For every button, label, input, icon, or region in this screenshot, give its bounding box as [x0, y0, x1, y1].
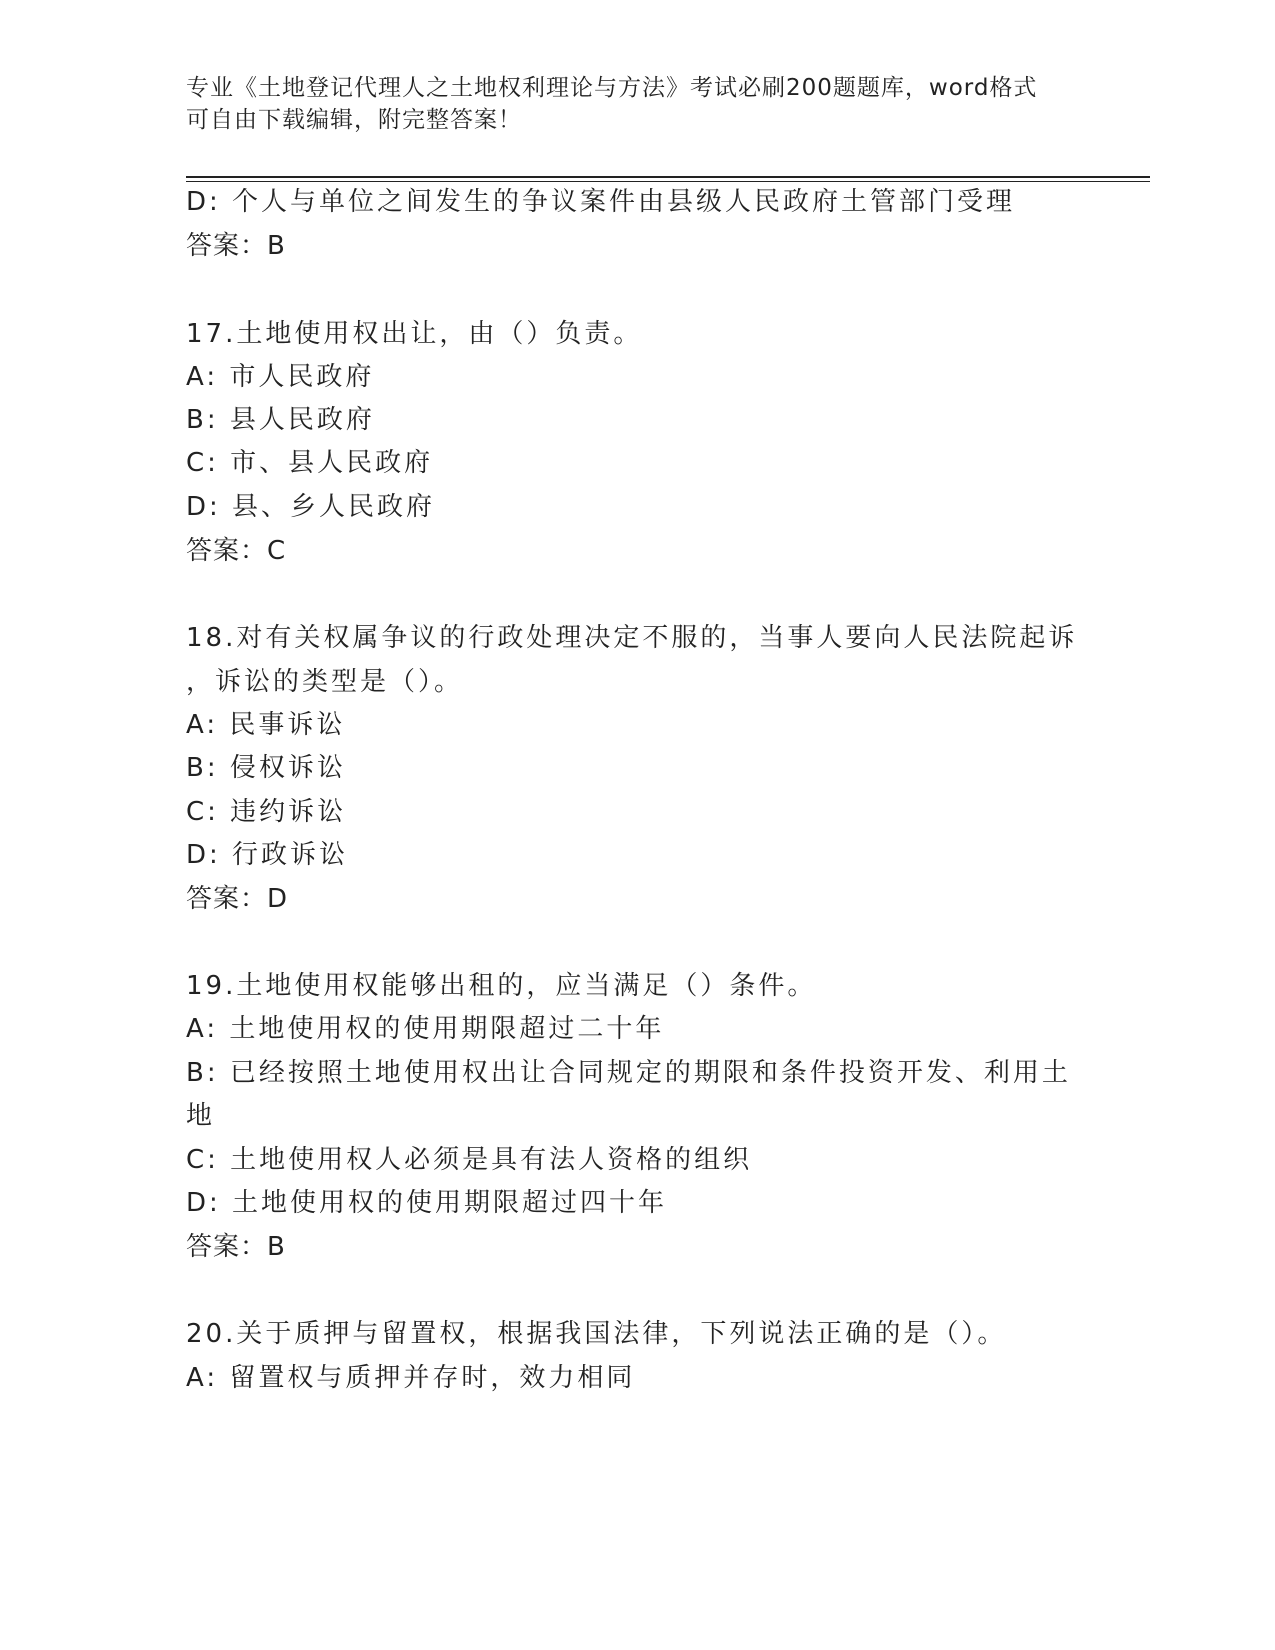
- option-a-q20: A: 留置权与质押并存时，效力相同: [186, 1363, 636, 1393]
- option-b-q17: B: 县人民政府: [186, 405, 375, 435]
- question-18-continued: ，诉讼的类型是（）。: [186, 667, 464, 697]
- answer-q17: 答案：C: [186, 536, 287, 566]
- option-c-q18: C: 违约诉讼: [186, 797, 347, 827]
- header-line-1: 专业《土地登记代理人之土地权利理论与方法》考试必刷200题题库，word格式: [186, 75, 1038, 101]
- option-a-q17: A: 市人民政府: [186, 362, 375, 392]
- option-a-q19: A: 土地使用权的使用期限超过二十年: [186, 1014, 665, 1044]
- option-d-q18: D: 行政诉讼: [186, 840, 349, 870]
- answer-q16: 答案：B: [186, 231, 286, 261]
- answer-q18: 答案：D: [186, 884, 289, 914]
- answer-q19: 答案：B: [186, 1232, 286, 1262]
- question-17: 17.土地使用权出让，由（）负责。: [186, 319, 643, 349]
- option-d-q19: D: 土地使用权的使用期限超过四十年: [186, 1188, 668, 1218]
- header-line-2: 可自由下载编辑，附完整答案！: [186, 107, 522, 133]
- option-b-q19-continued: 地: [186, 1101, 216, 1131]
- question-19: 19.土地使用权能够出租的，应当满足（）条件。: [186, 971, 817, 1001]
- option-b-q18: B: 侵权诉讼: [186, 753, 346, 783]
- option-b-q19: B: 已经按照土地使用权出让合同规定的期限和条件投资开发、利用土: [186, 1058, 1071, 1088]
- header-divider-thick: [186, 176, 1150, 178]
- option-c-q19: C: 土地使用权人必须是具有法人资格的组织: [186, 1145, 753, 1175]
- option-d-q17: D: 县、乡人民政府: [186, 492, 436, 522]
- option-d-q16: D: 个人与单位之间发生的争议案件由县级人民政府土管部门受理: [186, 187, 1016, 217]
- question-18: 18.对有关权属争议的行政处理决定不服的，当事人要向人民法院起诉: [186, 623, 1078, 653]
- question-20: 20.关于质押与留置权，根据我国法律，下列说法正确的是（）。: [186, 1319, 1007, 1349]
- option-c-q17: C: 市、县人民政府: [186, 448, 434, 478]
- header-divider-thin: [186, 181, 1150, 182]
- document-header: [186, 72, 1086, 136]
- option-a-q18: A: 民事诉讼: [186, 710, 346, 740]
